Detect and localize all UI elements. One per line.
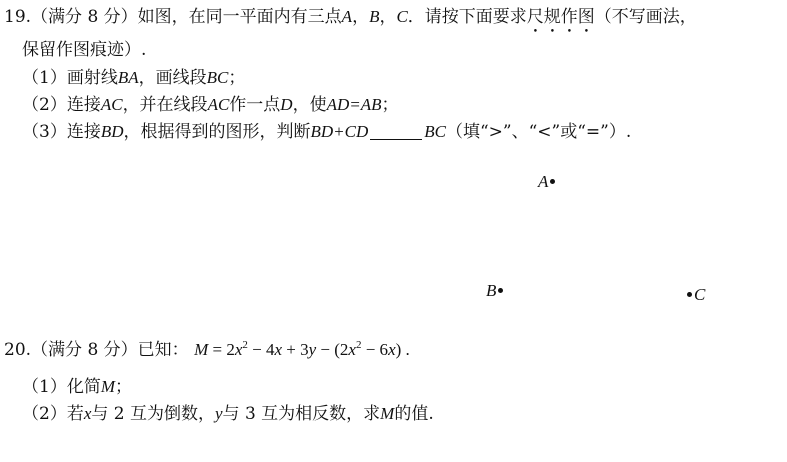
q20-number: 20. xyxy=(4,340,32,360)
formula-y1: y xyxy=(308,340,317,359)
formula-m: M xyxy=(194,340,209,359)
formula-part4: − (2 xyxy=(316,340,349,359)
q20-intro: 已知： xyxy=(137,340,189,360)
q19-note-line xyxy=(22,40,146,60)
formula-x2: x xyxy=(274,340,283,359)
figure-point-b xyxy=(486,282,505,300)
formula-exp2: 2 xyxy=(355,339,362,351)
point-a-dot xyxy=(550,179,555,184)
q19-step1-end: ； xyxy=(228,68,246,88)
q20-title-line xyxy=(4,340,410,360)
q20-step1-m: M xyxy=(100,377,115,396)
q19-point-a-ref: A xyxy=(341,7,353,26)
q19-sep2: ， xyxy=(379,7,397,27)
answer-blank[interactable] xyxy=(370,123,422,140)
q19-intro-b: ．请按下面要求 xyxy=(407,7,527,27)
q19-point-c-ref: C xyxy=(396,7,408,26)
q19-step2-end: ； xyxy=(381,95,399,115)
formula-part5: − 6 xyxy=(361,340,389,359)
formula-part6: ) . xyxy=(395,340,410,359)
q19-step2-ac: AC xyxy=(100,95,123,114)
q19-step2-eq: AD=AB xyxy=(326,95,382,114)
q19-step1-ray: BA xyxy=(117,68,139,87)
formula-x4: x xyxy=(388,340,396,359)
q19-step2-d: D xyxy=(280,95,293,114)
point-b-label: B xyxy=(486,281,497,300)
q19-step3-bd: BD xyxy=(100,122,124,141)
q19-score: （满分 8 分） xyxy=(31,7,138,27)
q20-step2-c: 与 3 互为相反数，求 xyxy=(222,404,381,424)
q19-step2-ac2: AC xyxy=(207,95,230,114)
figure-point-a xyxy=(538,173,557,191)
q19-step3-mid: ，根据得到的图形，判断 xyxy=(123,122,311,142)
q19-step1-label: （1）画射线 xyxy=(22,68,118,88)
q19-step1-seg: BC xyxy=(206,68,229,87)
q20-step2-a: （2）若 xyxy=(22,404,84,424)
point-b-dot xyxy=(498,288,503,293)
q19-step3-bc: BC xyxy=(424,122,446,141)
q19-step2-label: （2）连接 xyxy=(22,95,101,115)
q20-step2-m: M xyxy=(380,404,395,423)
q19-note2: 保留作图痕迹）. xyxy=(22,40,147,60)
q19-step3-end: （填“>”、“<”或“=”）. xyxy=(445,122,632,142)
point-c-dot xyxy=(687,292,692,297)
q19-intro-a: 如图，在同一平面内有三点 xyxy=(137,7,342,27)
q20-step2-b: 与 2 互为倒数， xyxy=(91,404,215,424)
q19-step3-expr: BD+CD xyxy=(310,122,369,141)
q19-note: （不写画法， xyxy=(594,7,697,27)
q20-step1-label: （1）化简 xyxy=(22,377,101,397)
q19-sep1: ， xyxy=(352,7,370,27)
q19-step3 xyxy=(22,122,631,142)
q20-score: （满分 8 分） xyxy=(31,340,138,360)
formula-part1: = 2 xyxy=(208,340,235,359)
formula-part2: − 4 xyxy=(247,340,275,359)
q19-step2-mid3: ，使 xyxy=(292,95,327,115)
q20-formula xyxy=(194,340,410,359)
point-c-label: C xyxy=(694,285,706,304)
formula-x3: x xyxy=(348,340,356,359)
q19-step1-mid: ，画线段 xyxy=(138,68,207,88)
point-a-label: A xyxy=(538,172,549,191)
q19-title-line xyxy=(4,7,697,37)
formula-exp1: 2 xyxy=(242,339,248,351)
q19-emphasis: 尺规作图 xyxy=(526,7,595,27)
figure-point-c xyxy=(685,286,705,304)
q20-step2 xyxy=(22,404,434,424)
q20-step1-end: ； xyxy=(115,377,132,397)
q19-step3-label: （3）连接 xyxy=(22,122,101,142)
formula-x1: x xyxy=(234,340,243,359)
q19-step2 xyxy=(22,95,398,115)
q19-step1 xyxy=(22,68,245,88)
formula-part3: + 3 xyxy=(282,340,309,359)
q19-point-b-ref: B xyxy=(369,7,380,26)
q20-step2-x: x xyxy=(83,404,92,423)
q20-step2-d: 的值. xyxy=(394,404,434,424)
q20-step1 xyxy=(22,377,132,397)
q20-step2-y: y xyxy=(215,404,223,423)
q19-number: 19. xyxy=(4,7,32,27)
q19-step2-mid: ，并在线段 xyxy=(122,95,208,115)
q19-step2-mid2: 作一点 xyxy=(229,95,281,115)
